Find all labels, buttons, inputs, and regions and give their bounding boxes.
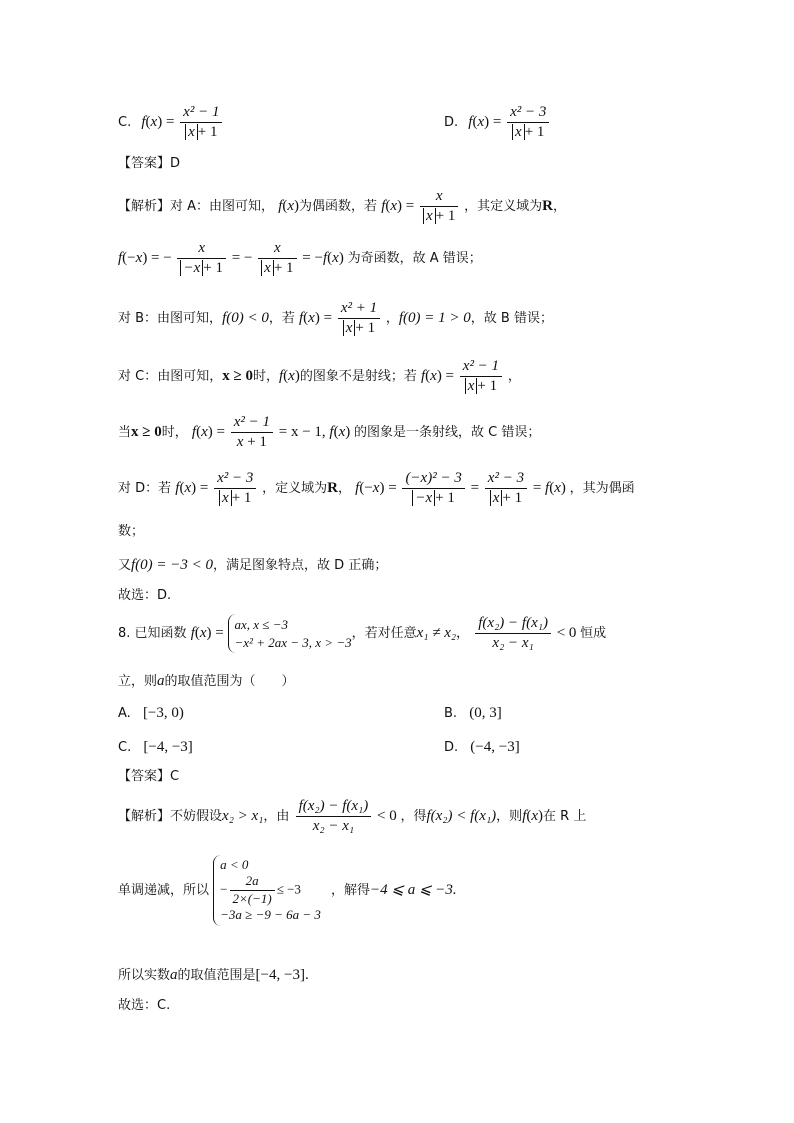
option-label: A. <box>118 706 131 721</box>
answer-8 <box>118 769 179 785</box>
analysis-text: 对 A：由图可知， <box>170 199 275 215</box>
fraction-numerator: x² + 1 <box>338 300 380 319</box>
analysis-text: 的取值范围是 <box>177 968 256 983</box>
analysis-text: ，定义域为 <box>262 481 328 497</box>
option-b <box>444 704 502 722</box>
option-a <box>118 704 184 722</box>
inequality-system-brace <box>213 855 321 926</box>
analysis-text: 的图象不是射线；若 <box>299 369 417 385</box>
question-8-stem: 8. 已知函数 f(x) = ax, x ≤ −3 −x² + 2ax − 3, x > −3 ，若对任意x₁ ≠ x₂， $\frac{\text{f(x₂) − f(x₁)}}{\text{x₂ − x₁}}$ < 0 恒成 <box>118 614 607 652</box>
analysis-text: 对 D：若 <box>118 481 172 497</box>
analysis-text: ，故 B 错误； <box>470 311 553 327</box>
fraction-denominator: 2×(−1) <box>232 890 272 906</box>
analysis-text: 为奇函数，故 A 错误； <box>347 251 482 267</box>
option-value: (0, 3] <box>469 705 502 721</box>
math-expression: f(x₂) < f(x₁) <box>426 808 497 825</box>
fraction: $\frac{\text{x² − 1}}{x + 1}$ <box>180 104 222 142</box>
func-name: f <box>141 114 146 131</box>
conclusion-text: 故选：C. <box>118 998 171 1013</box>
question-text: 已知函数 <box>134 626 187 642</box>
question-8-stem-line-2 <box>118 672 295 690</box>
analysis-text: ，则 <box>496 809 523 825</box>
question-number: 8. <box>118 626 131 642</box>
math-expression: x ≥ 0 <box>222 368 253 385</box>
analysis-d-line-3 <box>118 556 387 574</box>
math-expression: x ≥ 0 <box>131 424 162 441</box>
fraction-numerator: x² − 1 <box>460 358 502 377</box>
math-expression: x₁ ≠ x₂ <box>416 625 457 642</box>
func-var: x <box>477 114 485 131</box>
answer-value: C <box>170 769 180 784</box>
analysis-text: 时， <box>161 425 188 441</box>
option-d <box>444 738 520 756</box>
question-text: ， <box>456 626 470 642</box>
fraction-numerator: x² − 3 <box>485 470 527 489</box>
fraction-numerator: (−x)² − 3 <box>402 470 464 489</box>
fraction-denominator-suffix: + 1 <box>524 124 545 141</box>
question-text: 恒成 <box>580 626 607 642</box>
analysis-text: ，若 <box>268 311 295 327</box>
analysis-text: ，由 <box>263 809 290 825</box>
analysis-text: 数； <box>118 524 145 539</box>
fraction-numerator: x² − 3 <box>214 470 256 489</box>
analysis-d-line: 对 D：若 f(x) = $\frac{\text{x² − 3}}{x + 1}$ ，定义域为R， f(−x) = $\frac{\text{(−x)² − 3}}{-x + 1}$ = $\frac{\text{x² − 3}}{x + 1}$ = f(x) ，其为偶函 <box>118 470 635 507</box>
fraction-numerator: f(x₂) − f(x₁) <box>296 798 372 817</box>
option-d-previous: D. f(x) = $\frac{\text{x² − 3}}{x + 1}$ <box>444 104 551 142</box>
analysis-d-line-2 <box>118 524 144 540</box>
analysis-text: 又 <box>118 558 132 573</box>
analysis-tag: 【解析】 <box>118 809 171 825</box>
question-text: 的取值范围为（ ） <box>164 674 295 689</box>
analysis-text: ，其为偶函 <box>569 481 635 497</box>
math-expression: < 0 <box>556 625 577 642</box>
answer-value: D <box>170 156 181 171</box>
analysis-a-line: 【解析】对 A：由图可知， f(x)为偶函数，若 f(x) = $\frac{x}{x + 1}$ ，其定义域为R， <box>118 188 567 225</box>
analysis-c-line: 对 C：由图可知，x ≥ 0时，f(x)的图象不是射线；若 f(x) = $\frac{\text{x² − 1}}{x + 1}$ ， <box>118 358 521 395</box>
answer-tag: 【答案】 <box>118 156 171 171</box>
conclusion-previous <box>118 588 171 604</box>
func-var: x <box>150 114 158 131</box>
option-c <box>118 738 193 756</box>
answer-previous <box>118 156 180 172</box>
analysis-text: 在 R 上 <box>543 809 587 825</box>
piecewise-case-2: −x² + 2ax − 3, x > −3 <box>234 634 352 650</box>
fraction-numerator: x² − 1 <box>231 414 273 433</box>
analysis-text: 为偶函数，若 <box>299 199 378 215</box>
analysis-text: 时， <box>252 369 279 385</box>
analysis-8-system-line <box>118 855 457 926</box>
analysis-text: 当 <box>118 425 132 441</box>
option-label: C. <box>118 740 132 755</box>
math-expression: f(0) = 1 > 0 <box>398 310 471 327</box>
analysis-text: 对 C：由图可知， <box>118 369 223 385</box>
analysis-tag: 【解析】 <box>118 199 171 215</box>
option-value: [−3, 0) <box>142 705 184 721</box>
math-expression: −4 ⩽ a ⩽ −3. <box>370 881 457 898</box>
conclusion-8 <box>118 998 170 1014</box>
analysis-text: ， <box>553 199 567 215</box>
analysis-text: 不妨假设 <box>170 809 223 825</box>
math-variable: a <box>157 673 165 689</box>
fraction-denominator: x₂ − x₁ <box>312 818 355 835</box>
option-c-previous: C. f(x) = $\frac{\text{x² − 1}}{x + 1}$ <box>118 104 224 142</box>
analysis-text: ，满足图象特点，故 D 正确； <box>213 558 388 573</box>
fraction-numerator: f(x₂) − f(x₁) <box>475 615 551 634</box>
math-expression: f(0) = −3 < 0 <box>131 557 214 573</box>
analysis-8-range: 所以实数a的取值范围是[−4, −3]. <box>118 967 309 983</box>
analysis-8-line: 【解析】不妨假设x₂ > x₁，由 $\frac{\text{f(x₂) − f(x₁)}}{\text{x₂ − x₁}}$ < 0 ，得f(x₂) < f(x₁)，则f(x)在 R 上 <box>118 798 587 835</box>
system-row-1: a < 0 <box>220 857 249 872</box>
conclusion-text: 故选：D. <box>118 588 172 603</box>
option-label: C. <box>118 115 132 131</box>
func-name: f <box>468 114 473 131</box>
fraction-numerator: x² − 1 <box>180 104 222 123</box>
analysis-text: 的图象是一条射线，故 C 错误； <box>354 425 541 441</box>
analysis-text: 所以实数 <box>118 968 171 983</box>
real-number-symbol: R <box>327 480 338 497</box>
fraction-numerator: 2a <box>230 874 275 891</box>
math-expression: ≤ −3 <box>276 881 301 897</box>
question-text: ，若对任意 <box>351 626 417 642</box>
option-label: B. <box>444 706 458 721</box>
analysis-text: 单调递减，所以 <box>118 882 210 898</box>
fraction: $\frac{\text{x² − 3}}{x + 1}$ <box>507 104 549 142</box>
analysis-text: 对 B：由图可知， <box>118 311 223 327</box>
math-expression: [−4, −3]. <box>255 967 309 983</box>
fraction-denominator: x₂ − x₁ <box>492 635 534 652</box>
fraction-denominator-suffix: + 1 <box>197 124 218 141</box>
analysis-b-line: 对 B：由图可知，f(0) < 0，若 f(x) = $\frac{\text{x² + 1}}{x + 1}$ ，f(0) = 1 > 0，故 B 错误； <box>118 300 553 337</box>
option-label: D. <box>444 740 459 755</box>
piecewise-case-1: ax, x ≤ −3 <box>234 617 288 632</box>
math-expression: = x − 1, <box>278 424 326 441</box>
math-expression: x₂ > x₁ <box>222 808 264 825</box>
analysis-a-line-2: f(−x) = − $\frac{x}{-x + 1}$ = − $\frac{x}{x + 1}$ = −f(x) 为奇函数，故 A 错误； <box>118 240 482 277</box>
system-row-2: − $\frac{2a}{2\times(-1)}$ ≤ −3 <box>220 872 301 906</box>
analysis-text: ，解得 <box>331 882 371 898</box>
option-value: (−4, −3] <box>470 739 520 755</box>
piecewise-brace <box>228 614 352 653</box>
option-label: D. <box>444 115 459 131</box>
answer-tag: 【答案】 <box>118 769 171 784</box>
math-expression: f(0) < 0 <box>222 310 269 327</box>
system-row-3: −3a ≥ −9 − 6a − 3 <box>220 906 321 922</box>
fraction-numerator: x² − 3 <box>507 104 549 123</box>
option-value: [−4, −3] <box>143 739 193 755</box>
real-number-symbol: R <box>542 198 553 215</box>
math-expression: < 0 <box>377 808 397 825</box>
analysis-c-line-2: 当x ≥ 0时， f(x) = $\frac{\text{x² − 1}}{x + 1}$ = x − 1, f(x) 的图象是一条射线，故 C 错误； <box>118 414 541 451</box>
question-text: 立，则 <box>118 674 158 689</box>
analysis-text: ，其定义域为 <box>464 199 543 215</box>
analysis-text: ，得 <box>400 809 427 825</box>
